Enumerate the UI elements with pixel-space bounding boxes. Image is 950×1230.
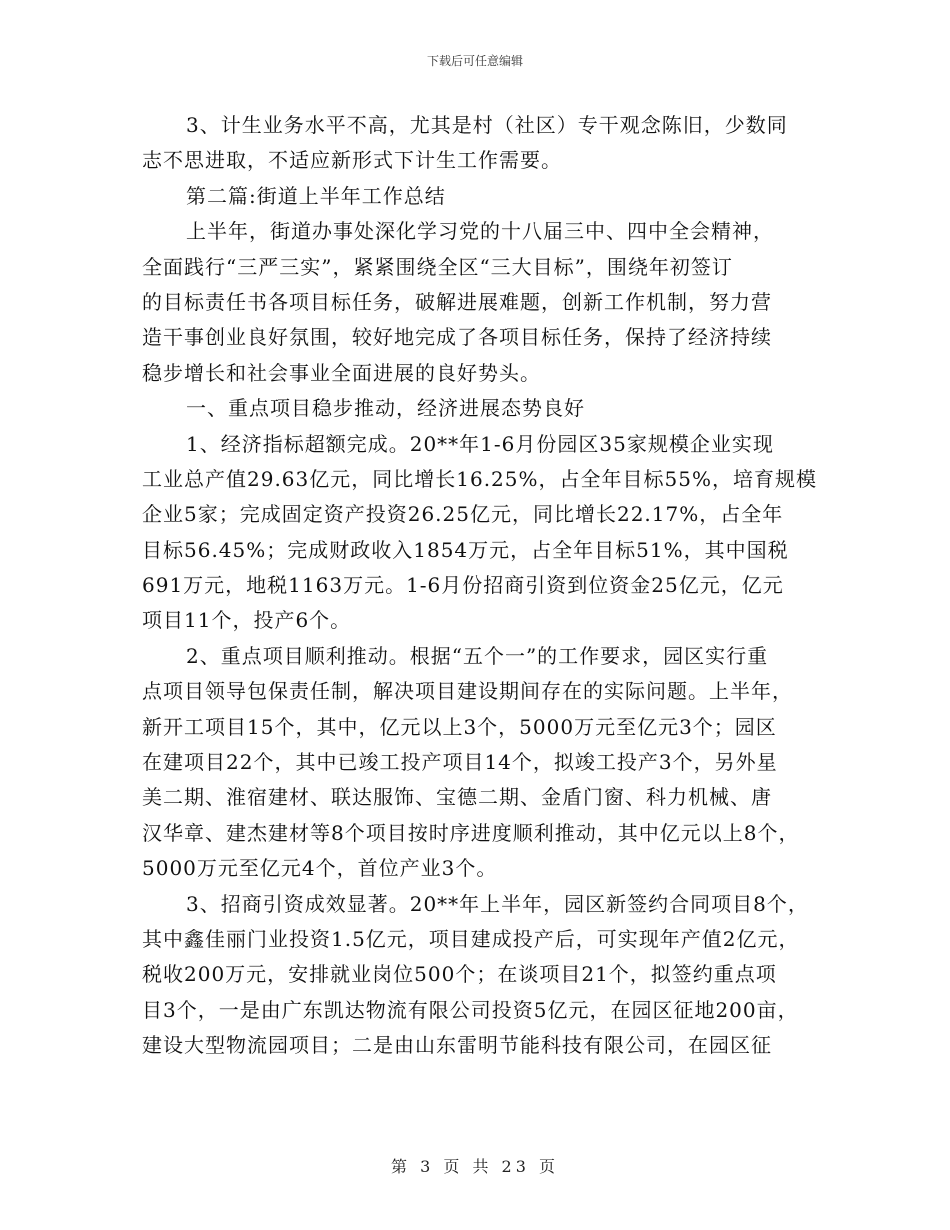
text-line: 美二期、淮宿建材、联达服饰、宝德二期、金盾门窗、科力机械、唐 — [142, 785, 772, 810]
text-line: 其中鑫佳丽门业投资1.5亿元，项目建成投产后，可实现年产值2亿元， — [142, 926, 800, 951]
text-line: 稳步增长和社会事业全面进展的良好势头。 — [142, 360, 541, 385]
text-line: 3、计生业务水平不高，尤其是村（社区）专干观念陈旧，少数同 — [186, 113, 788, 137]
text-line: 新开工项目15个，其中，亿元以上3个，5000万元至亿元3个；园区 — [142, 714, 777, 739]
text-line: 汉华章、建杰建材等8个项目按时序进度顺利推动，其中亿元以上8个， — [142, 820, 800, 845]
text-line: 企业5家；完成固定资产投资26.25亿元，同比增长22.17%，占全年 — [142, 502, 784, 527]
text-line: 691万元，地税1163万元。1-6月份招商引资到位资金25亿元，亿元 — [142, 573, 784, 598]
text-line: 工业总产值29.63亿元，同比增长16.25%，占全年目标55%，培育规模 — [142, 466, 817, 491]
text-line: 税收200万元，安排就业岗位500个；在谈项目21个，拟签约重点项 — [142, 962, 777, 987]
text-line: 点项目领导包保责任制，解决项目建设期间存在的实际问题。上半年， — [142, 679, 793, 704]
text-line: 2、重点项目顺利推动。根据“五个一”的工作要求，园区实行重 — [186, 643, 769, 668]
page-header-note: 下载后可任意编辑 — [426, 54, 523, 68]
text-line: 项目11个，投产6个。 — [142, 608, 352, 633]
text-line: 1、经济指标超额完成。20**年1-6月份园区35家规模企业实现 — [186, 431, 774, 456]
document-body — [142, 108, 832, 1064]
text-line: 第二篇:街道上半年工作总结 — [186, 183, 446, 208]
text-line: 上半年，街道办事处深化学习党的十八届三中、四中全会精神， — [186, 219, 774, 244]
text-line: 一、重点项目稳步推动，经济进展态势良好 — [186, 396, 585, 421]
text-line: 全面践行“三严三实”，紧紧围绕全区“三大目标”，围绕年初签订 — [142, 254, 733, 279]
text-line: 目3个，一是由广东凯达物流有限公司投资5亿元，在园区征地200亩， — [142, 997, 799, 1022]
text-line: 的目标责任书各项目标任务，破解进展难题，创新工作机制，努力营 — [142, 289, 772, 314]
text-line: 造干事创业良好氛围，较好地完成了各项目标任务，保持了经济持续 — [142, 325, 772, 350]
text-line: 目标56.45%；完成财政收入1854万元，占全年目标51%，其中国税 — [142, 537, 789, 562]
text-line: 3、招商引资成效显著。20**年上半年，园区新签约合同项目8个， — [186, 891, 809, 916]
page-number-footer: 第 3 页 共 23 页 — [391, 1157, 559, 1176]
text-line: 建设大型物流园项目；二是由山东雷明节能科技有限公司，在园区征 — [142, 1033, 772, 1058]
text-line: 在建项目22个，其中已竣工投产项目14个，拟竣工投产3个，另外星 — [142, 750, 778, 775]
text-line: 志不思进取，不适应新形式下计生工作需要。 — [142, 148, 562, 173]
text-line: 5000万元至亿元4个，首位产业3个。 — [142, 856, 498, 881]
